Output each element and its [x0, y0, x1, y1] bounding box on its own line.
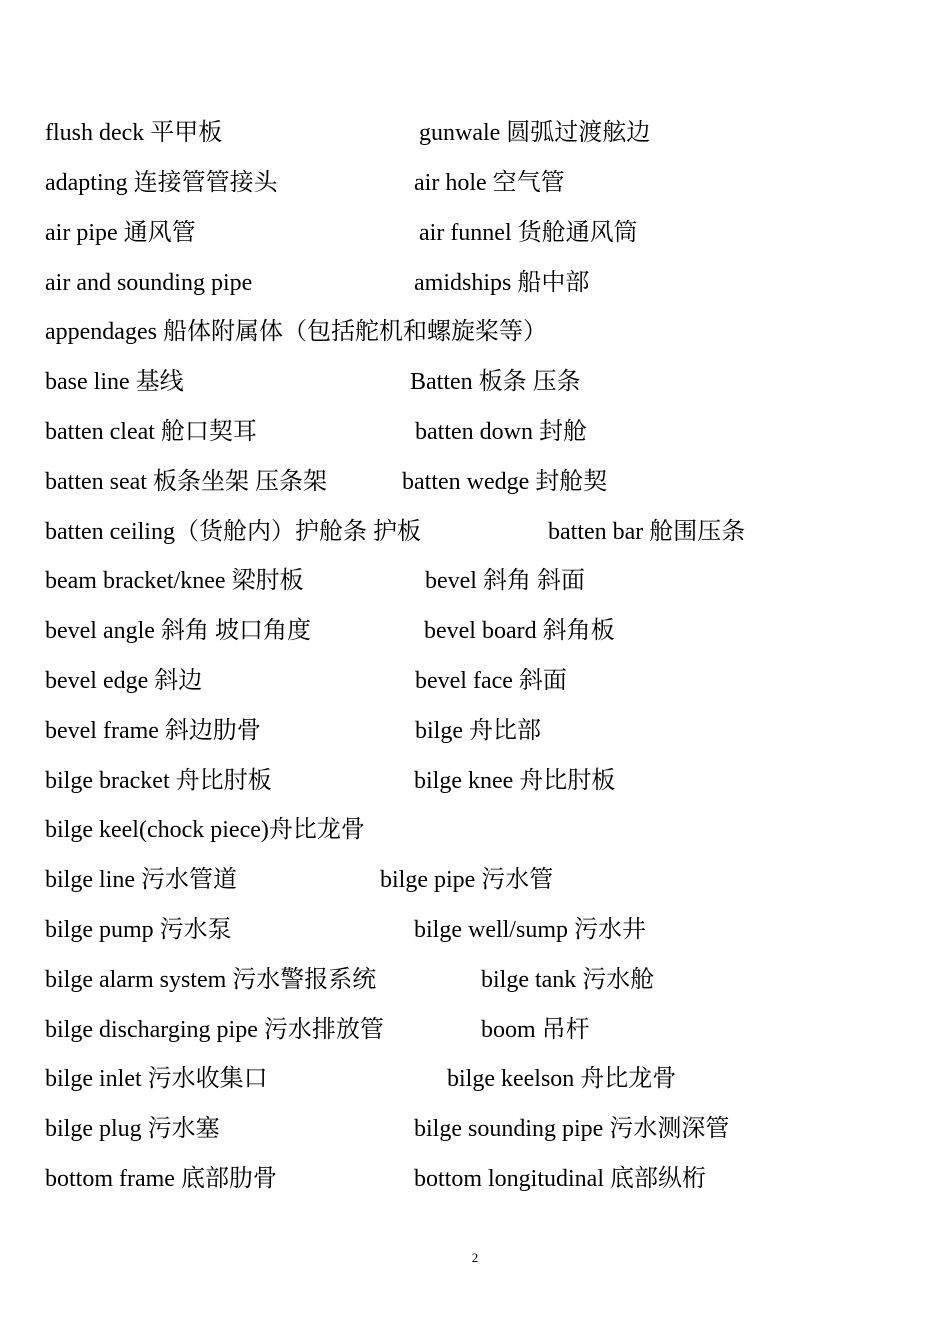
glossary-row	[45, 116, 925, 150]
glossary-term-left: adapting 连接管管接头	[45, 170, 278, 196]
glossary-term-left: beam bracket/knee 梁肘板	[45, 568, 304, 594]
glossary-term-left: appendages 船体附属体（包括舵机和螺旋桨等）	[45, 319, 547, 345]
glossary-row	[45, 614, 925, 648]
glossary-row	[45, 664, 925, 698]
glossary-term-left: bilge discharging pipe 污水排放管	[45, 1017, 384, 1043]
glossary-term-left: flush deck 平甲板	[45, 120, 223, 146]
glossary-row	[45, 266, 925, 300]
glossary-term-right: boom 吊杆	[481, 1017, 590, 1043]
glossary-term-left: air and sounding pipe	[45, 270, 253, 296]
glossary-term-left: batten ceiling（货舱内）护舱条 护板	[45, 519, 421, 545]
glossary-term-left: bilge bracket 舟比肘板	[45, 768, 272, 794]
glossary-row	[45, 714, 925, 748]
glossary-row	[45, 465, 925, 499]
glossary-term-left: bilge inlet 污水收集口	[45, 1066, 268, 1092]
glossary-term-right: bevel face 斜面	[415, 668, 567, 694]
glossary-term-left: bilge line 污水管道	[45, 867, 237, 893]
glossary-term-left: batten seat 板条坐架 压条架	[45, 469, 327, 495]
glossary-row	[45, 515, 925, 549]
glossary-term-right: bilge 舟比部	[415, 718, 541, 744]
glossary-term-right: bilge sounding pipe 污水测深管	[414, 1116, 730, 1142]
glossary-row	[45, 564, 925, 598]
glossary-term-right: bottom longitudinal 底部纵桁	[414, 1166, 706, 1192]
glossary-row	[45, 764, 925, 798]
glossary-term-left: bevel angle 斜角 坡口角度	[45, 618, 311, 644]
glossary-row	[45, 315, 925, 349]
glossary-term-right: bilge well/sump 污水井	[414, 917, 646, 943]
glossary-row	[45, 1112, 925, 1146]
glossary-term-left: bilge alarm system 污水警报系统	[45, 967, 377, 993]
glossary-term-right: bilge pipe 污水管	[380, 867, 554, 893]
glossary-term-left: bevel frame 斜边肋骨	[45, 718, 261, 744]
glossary-term-right: bevel board 斜角板	[424, 618, 615, 644]
glossary-row	[45, 1162, 925, 1196]
glossary-term-right: batten down 封舱	[415, 419, 587, 445]
glossary-term-right: air funnel 货舱通风筒	[419, 220, 638, 246]
glossary-row	[45, 813, 925, 847]
glossary-row	[45, 963, 925, 997]
glossary-term-left: batten cleat 舱口契耳	[45, 419, 257, 445]
glossary-term-left: air pipe 通风管	[45, 220, 196, 246]
glossary-term-left: base line 基线	[45, 369, 184, 395]
glossary-term-right: air hole 空气管	[414, 170, 565, 196]
glossary-term-right: bilge tank 污水舱	[481, 967, 655, 993]
glossary-row	[45, 863, 925, 897]
glossary-term-left: bottom frame 底部肋骨	[45, 1166, 277, 1192]
glossary-term-right: batten wedge 封舱契	[402, 469, 608, 495]
glossary-term-left: bilge keel(chock piece)舟比龙骨	[45, 817, 365, 843]
glossary-row	[45, 415, 925, 449]
glossary-term-right: batten bar 舱围压条	[548, 519, 746, 545]
glossary-term-right: bevel 斜角 斜面	[425, 568, 585, 594]
glossary-term-left: bilge pump 污水泵	[45, 917, 232, 943]
glossary-row	[45, 216, 925, 250]
glossary-term-left: bevel edge 斜边	[45, 668, 203, 694]
glossary-row	[45, 166, 925, 200]
page-number: 2	[471, 1250, 479, 1265]
glossary-term-right: amidships 船中部	[414, 270, 590, 296]
glossary-row	[45, 365, 925, 399]
glossary-term-right: Batten 板条 压条	[410, 369, 581, 395]
glossary-term-left: bilge plug 污水塞	[45, 1116, 220, 1142]
glossary-term-right: bilge knee 舟比肘板	[414, 768, 616, 794]
glossary-term-right: gunwale 圆弧过渡舷边	[419, 120, 651, 146]
glossary-term-right: bilge keelson 舟比龙骨	[447, 1066, 677, 1092]
glossary-row	[45, 913, 925, 947]
glossary-row	[45, 1013, 925, 1047]
glossary-row	[45, 1062, 925, 1096]
